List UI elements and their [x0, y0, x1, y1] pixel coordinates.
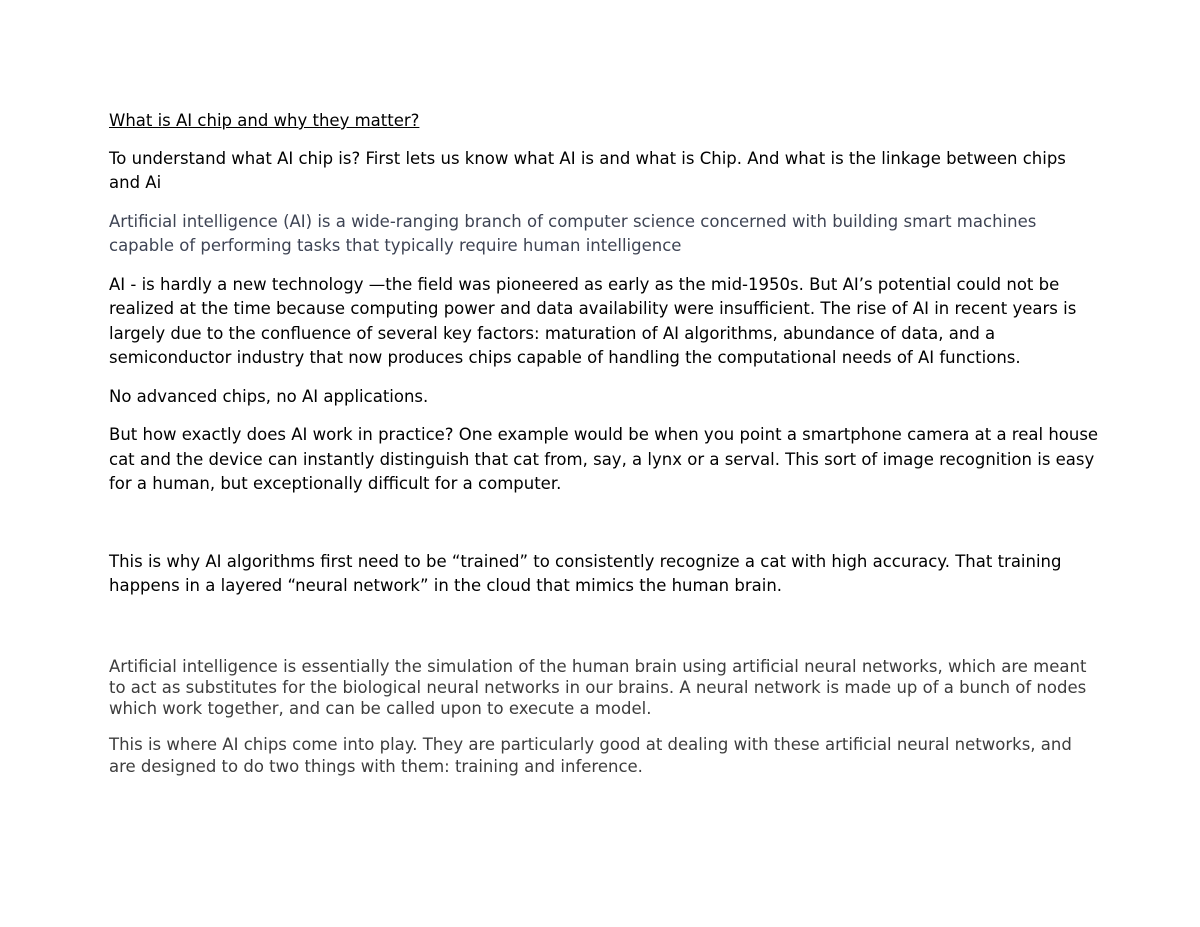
document-body — [109, 109, 1099, 778]
paragraph-ai-in-practice: But how exactly does AI work in practice? One example would be when you point a smartphone camera at a real house cat and the device can instantly distinguish that cat from, say, a lynx or a serval. This sort of image recognition is easy for a human, but exceptionally difficult for a computer. — [109, 425, 1099, 493]
paragraph-no-chips: No advanced chips, no AI applications. — [109, 386, 429, 406]
paragraph-ai-chips-role: This is where AI chips come into play. They are particularly good at dealing with these artificial neural networks, and are designed to do two things with them: training and inference. — [109, 734, 1072, 776]
paragraph-ai-definition: Artificial intelligence (AI) is a wide-ranging branch of computer science concerned with building smart machines capable of performing tasks that typically require human intelligence — [109, 211, 1037, 255]
paragraph-neural-networks: Artificial intelligence is essentially the simulation of the human brain using artificial neural networks, which are meant to act as substitutes for the biological neural networks in our brains. A neural network is made up of a bunch of nodes which work together, and can be called upon to execute a model. — [109, 656, 1087, 718]
document-title: What is AI chip and why they matter? — [109, 111, 420, 130]
paragraph-intro: To understand what AI chip is? First lets us know what AI is and what is Chip. And what is the linkage between chips and Ai — [109, 148, 1066, 192]
paragraph-ai-history: AI - is hardly a new technology —the field was pioneered as early as the mid-1950s. But AI’s potential could not be realized at the time because computing power and data availability were insufficient. The rise of AI in recent years is largely due to the confluence of several key factors: maturation of AI algorithms, abundance of data, and a semiconductor industry that now produces chips capable of handling the computational needs of AI functions. — [109, 274, 1077, 367]
paragraph-training: This is why AI algorithms first need to be “trained” to consistently recognize a cat with high accuracy. That training happens in a layered “neural network” in the cloud that mimics the human brain. — [109, 551, 1062, 595]
